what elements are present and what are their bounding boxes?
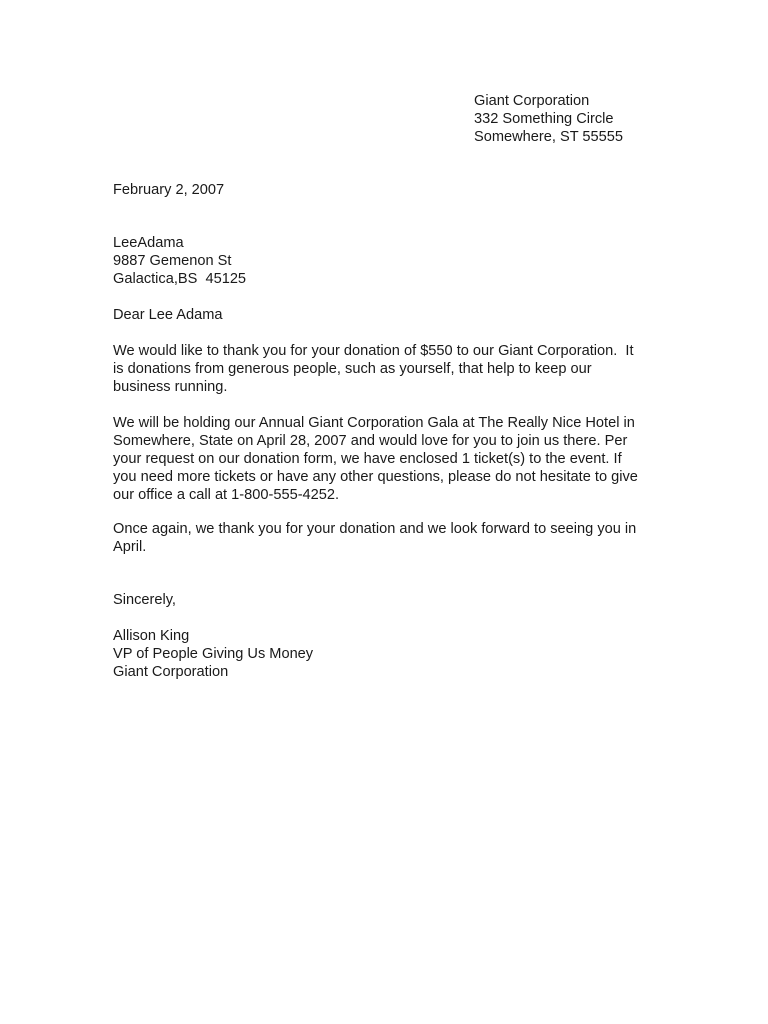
salutation	[113, 306, 673, 324]
paragraph-line: you need more tickets or have any other questions, please do not hesitate to give	[113, 469, 638, 485]
paragraph-closing-remarks	[113, 520, 673, 556]
date-text: February 2, 2007	[113, 182, 225, 198]
paragraph-line: We would like to thank you for your donation of $550 to our Giant Corporation. It	[113, 343, 634, 359]
recipient-name: LeeAdama	[113, 235, 184, 251]
paragraph-gala	[113, 414, 673, 504]
sender-address	[474, 92, 623, 146]
closing-text: Sincerely,	[113, 592, 176, 608]
sender-city: Somewhere, ST 55555	[474, 129, 624, 145]
paragraph-line: We will be holding our Annual Giant Corporation Gala at The Really Nice Hotel in	[113, 415, 635, 431]
letter-date	[113, 181, 673, 199]
paragraph-line: is donations from generous people, such as yourself, that help to keep our	[113, 361, 592, 377]
closing	[113, 591, 673, 609]
sender-name: Giant Corporation	[474, 93, 590, 109]
signer-title: VP of People Giving Us Money	[113, 646, 314, 662]
recipient-street: 9887 Gemenon St	[113, 253, 232, 269]
signer-company: Giant Corporation	[113, 664, 229, 680]
paragraph-thanks	[113, 342, 673, 396]
paragraph-line: our office a call at 1-800-555-4252.	[113, 487, 340, 503]
recipient-address	[113, 234, 673, 288]
paragraph-line: April.	[113, 539, 147, 555]
sender-street: 332 Something Circle	[474, 111, 614, 127]
paragraph-line: business running.	[113, 379, 228, 395]
paragraph-line: your request on our donation form, we have enclosed 1 ticket(s) to the event. If	[113, 451, 622, 467]
signer-name: Allison King	[113, 628, 190, 644]
recipient-city: Galactica,BS 45125	[113, 271, 247, 287]
paragraph-line: Once again, we thank you for your donation and we look forward to seeing you in	[113, 521, 637, 537]
salutation-text: Dear Lee Adama	[113, 307, 223, 323]
signature-block	[113, 627, 673, 681]
paragraph-line: Somewhere, State on April 28, 2007 and would love for you to join us there. Per	[113, 433, 628, 449]
